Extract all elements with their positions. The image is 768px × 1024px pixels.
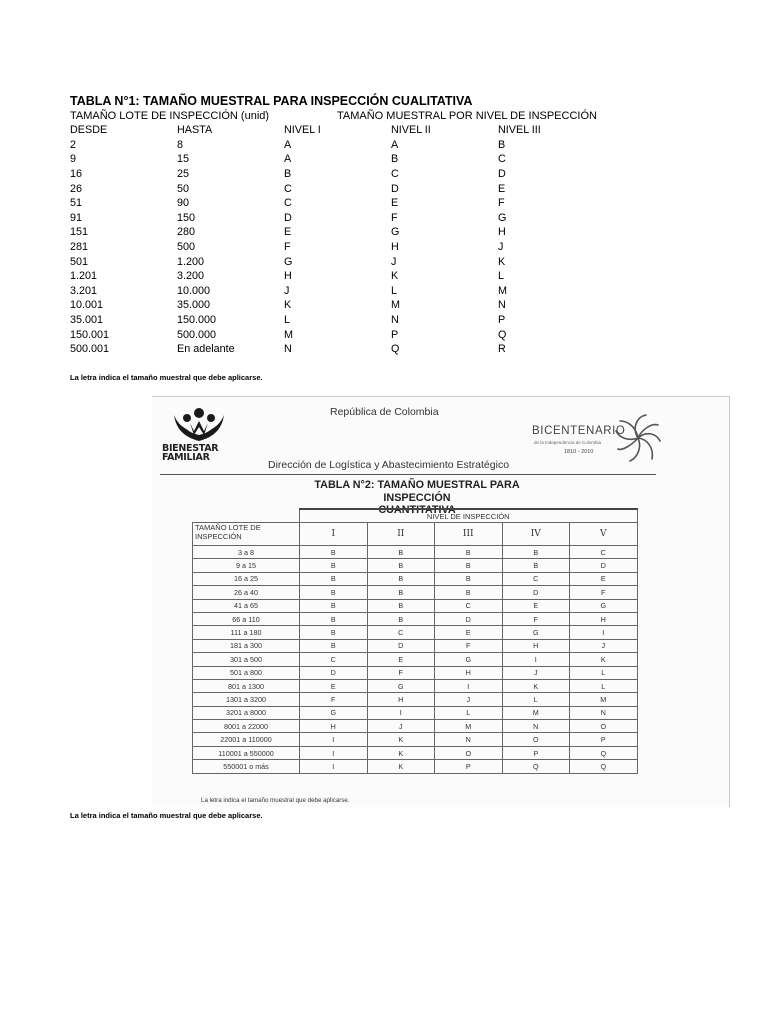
table2-letter-cell: G (570, 599, 638, 612)
table1-note: La letra indica el tamaño muestral que debe aplicarse. (70, 373, 263, 382)
table2-letter-cell: Q (570, 746, 638, 759)
table2-row (193, 599, 638, 612)
table1-cell: 281 (70, 241, 89, 254)
table2-letter-cell: Q (502, 760, 570, 773)
table2-row (193, 653, 638, 666)
table1-row (70, 138, 568, 153)
table2-title-line2: CUANTITATIVA (378, 504, 456, 516)
table1-row (70, 167, 568, 182)
table1-header-nivel-i: NIVEL I (284, 124, 321, 137)
table2-letter-cell: D (570, 559, 638, 572)
table2-letter-cell: O (435, 746, 503, 759)
table2-letter-cell: L (502, 693, 570, 706)
table1-cell: F (391, 211, 398, 224)
table1-cell: 2 (70, 138, 77, 151)
table2-row (193, 559, 638, 572)
table2-letter-cell: M (570, 693, 638, 706)
table2-level-header: II (367, 523, 435, 546)
table2-letter-cell: B (367, 559, 435, 572)
table1-cell: 15 (177, 153, 190, 166)
table1-cell: J (391, 255, 397, 268)
table1-cell: 35.001 (70, 314, 104, 327)
table2-row (193, 693, 638, 706)
table2-letter-cell: G (367, 679, 435, 692)
table2-level-header: V (570, 523, 638, 546)
table2-letter-cell: B (367, 586, 435, 599)
table2-letter-cell: G (435, 653, 503, 666)
table1-cell: 280 (177, 226, 196, 239)
table2-letter-cell: F (502, 612, 570, 625)
table2-letter-cell: L (570, 679, 638, 692)
table1-cell: H (391, 241, 399, 254)
table1-cell: 150 (177, 211, 196, 224)
table2-row (193, 746, 638, 759)
table2-letter-cell: C (502, 572, 570, 585)
table1-cell: K (391, 270, 399, 283)
table1-title: TABLA N°1: TAMAÑO MUESTRAL PARA INSPECCIÓN CUALITATIVA (70, 94, 473, 108)
table1-row (70, 313, 568, 328)
table1-cell: 26 (70, 182, 83, 195)
table2-letter-cell: N (435, 733, 503, 746)
table1-row (70, 327, 568, 342)
table1-cell: B (498, 138, 506, 151)
table2-letter-cell: M (502, 706, 570, 719)
table1-cell: 50 (177, 182, 190, 195)
table1-cell: 500.000 (177, 328, 217, 341)
bicentenario-title: BICENTENARIO (532, 425, 626, 437)
table2-row (193, 612, 638, 625)
table2-letter-cell: I (367, 706, 435, 719)
table2-letter-cell: B (367, 572, 435, 585)
table1-cell: Q (498, 328, 507, 341)
table1-row (70, 225, 568, 240)
table2-letter-cell: F (435, 639, 503, 652)
table1-cell: C (284, 197, 292, 210)
table1-cell: 10.001 (70, 299, 104, 312)
table2-row (193, 720, 638, 733)
table1 (70, 123, 568, 357)
table1-row (70, 181, 568, 196)
table1-cell: En adelante (177, 343, 235, 356)
table1-cell: 16 (70, 168, 83, 181)
table1-cell: M (284, 328, 293, 341)
table1-header-row (70, 123, 568, 138)
table1-row (70, 196, 568, 211)
table1-cell: C (498, 153, 506, 166)
table2-lot-header: TAMAÑO LOTE DE INSPECCIÓN (193, 523, 300, 546)
table1-row (70, 211, 568, 226)
table1-row (70, 152, 568, 167)
table1-cell: N (284, 343, 292, 356)
table2-letter-cell: B (300, 626, 368, 639)
table2-letter-cell: P (502, 746, 570, 759)
table1-cell: K (284, 299, 292, 312)
table1-cell: M (391, 299, 400, 312)
table1-cell: 500.001 (70, 343, 110, 356)
table1-cell: P (498, 314, 506, 327)
table1-cell: 1.201 (70, 270, 98, 283)
table1-cell: 500 (177, 241, 196, 254)
table2-letter-cell: E (367, 653, 435, 666)
table1-cell: N (391, 314, 399, 327)
table2-lot-cell: 110001 a 550000 (193, 746, 300, 759)
table2-letter-cell: I (502, 653, 570, 666)
table2-letter-cell: H (300, 720, 368, 733)
table2-letter-cell: B (435, 586, 503, 599)
table2 (192, 508, 638, 774)
table1-cell: D (498, 168, 506, 181)
table2-letter-cell: N (502, 720, 570, 733)
table1-cell: E (498, 182, 506, 195)
table1-row (70, 254, 568, 269)
table2-letter-cell: G (502, 626, 570, 639)
table2-letter-cell: N (570, 706, 638, 719)
table1-cell: 25 (177, 168, 190, 181)
table2-empty-corner (193, 509, 300, 523)
table2-lot-cell: 16 a 25 (193, 572, 300, 585)
table2-letter-cell: F (300, 693, 368, 706)
table2-lot-cell: 550001 o más (193, 760, 300, 773)
table2-letter-cell: O (570, 720, 638, 733)
table2-letter-cell: E (570, 572, 638, 585)
table1-header-nivel-iii: NIVEL III (498, 124, 541, 137)
table1-cell: 151 (70, 226, 89, 239)
logo-text (162, 444, 218, 462)
table1-cell: A (391, 138, 399, 151)
table1-cell: 90 (177, 197, 190, 210)
table1-cell: 35.000 (177, 299, 211, 312)
table2-nivel-row (193, 509, 638, 523)
table2-lot-cell: 181 a 300 (193, 639, 300, 652)
bicentenario-subtitle: de la Independencia de Colombia (534, 440, 602, 445)
table1-cell: J (498, 241, 504, 254)
table1-cell: 10.000 (177, 284, 211, 297)
table2-row (193, 733, 638, 746)
table1-cell: A (284, 138, 292, 151)
republica-heading: República de Colombia (330, 406, 439, 418)
table1-cell: F (498, 197, 505, 210)
table1-cell: L (284, 314, 291, 327)
table2-letter-cell: K (570, 653, 638, 666)
table2-letter-cell: Q (570, 760, 638, 773)
bicentenario-swirl-icon (612, 409, 664, 467)
table2-lot-cell: 9 a 15 (193, 559, 300, 572)
table2-letter-cell: C (570, 546, 638, 559)
table1-row (70, 284, 568, 299)
table1-cell: H (498, 226, 506, 239)
table2-letter-cell: B (300, 599, 368, 612)
table2-letter-cell: E (435, 626, 503, 639)
table2-letter-cell: L (570, 666, 638, 679)
table2-nivel-header: NIVEL DE INSPECCIÓN (300, 509, 638, 523)
table1-row (70, 342, 568, 357)
table2-note-inside: La letra indica el tamaño muestral que debe aplicarse. (201, 797, 350, 804)
table2-lot-cell: 501 a 800 (193, 666, 300, 679)
table2-lot-cell: 3201 a 8000 (193, 706, 300, 719)
table1-cell: R (498, 343, 506, 356)
direccion-heading: Dirección de Logística y Abastecimiento Estratégico (268, 459, 510, 471)
table1-cell: L (391, 284, 398, 297)
table2-letter-cell: C (435, 599, 503, 612)
table2-lot-cell: 3 a 8 (193, 546, 300, 559)
table1-subtitle-sample: TAMAÑO MUESTRAL POR NIVEL DE INSPECCIÓN (337, 110, 597, 122)
table2-letter-cell: B (300, 639, 368, 652)
table2-letter-cell: B (435, 572, 503, 585)
table2-letter-cell: B (367, 612, 435, 625)
table1-cell: F (284, 241, 291, 254)
table2-lot-cell: 66 a 110 (193, 612, 300, 625)
table2-letter-cell: J (570, 639, 638, 652)
table2-lot-cell: 22001 a 110000 (193, 733, 300, 746)
table2-letter-cell: H (502, 639, 570, 652)
table1-cell: 9 (70, 153, 77, 166)
table1-cell: 150.001 (70, 328, 110, 341)
table1-cell: 501 (70, 255, 89, 268)
table2-letter-cell: P (435, 760, 503, 773)
table2-row (193, 626, 638, 639)
table1-header-desde: DESDE (70, 124, 108, 137)
logo-text-line2: FAMILIAR (162, 452, 210, 463)
table2-lot-cell: 301 a 500 (193, 653, 300, 666)
table1-header-hasta: HASTA (177, 124, 213, 137)
table2-letter-cell: M (435, 720, 503, 733)
table2-level-header: I (300, 523, 368, 546)
table2-letter-cell: D (435, 612, 503, 625)
table2-lot-cell: 111 a 180 (193, 626, 300, 639)
table2-row (193, 666, 638, 679)
table2-letter-cell: H (367, 693, 435, 706)
table2-level-header: IV (502, 523, 570, 546)
table2-row (193, 572, 638, 585)
table2-letter-cell: C (367, 626, 435, 639)
table2-letter-cell: B (367, 546, 435, 559)
table2-letter-cell: G (300, 706, 368, 719)
table1-cell: 3.200 (177, 270, 205, 283)
table2-letter-cell: B (367, 599, 435, 612)
table2-letter-cell: K (502, 679, 570, 692)
table2-lot-cell: 26 a 40 (193, 586, 300, 599)
table2-lot-cell: 41 a 65 (193, 599, 300, 612)
table1-cell: 150.000 (177, 314, 217, 327)
table2-note: La letra indica el tamaño muestral que debe aplicarse. (70, 811, 263, 820)
table1-cell: K (498, 255, 506, 268)
table2-letter-cell: K (367, 760, 435, 773)
table2-letter-cell: J (502, 666, 570, 679)
table1-cell: H (284, 270, 292, 283)
table2-letter-cell: K (367, 746, 435, 759)
table1-row (70, 240, 568, 255)
table1-cell: A (284, 153, 292, 166)
table1-cell: L (498, 270, 505, 283)
table2-letter-cell: B (300, 612, 368, 625)
table2-letter-cell: P (570, 733, 638, 746)
table1-cell: D (284, 211, 292, 224)
table2-letter-cell: I (300, 733, 368, 746)
table2-letter-cell: E (502, 599, 570, 612)
logo-text-line1: BIENESTAR (162, 443, 219, 454)
table1-cell: 3.201 (70, 284, 98, 297)
table2-row (193, 706, 638, 719)
scanned-document-image (152, 396, 730, 807)
table2-row (193, 760, 638, 773)
table2-letter-cell: I (300, 746, 368, 759)
table1-cell: B (284, 168, 292, 181)
table2-letter-cell: F (367, 666, 435, 679)
table2-letter-cell: D (502, 586, 570, 599)
table2-letter-cell: I (435, 679, 503, 692)
table2-letter-cell: B (300, 559, 368, 572)
table2-row (193, 679, 638, 692)
table1-cell: 51 (70, 197, 83, 210)
table2-row (193, 546, 638, 559)
table2-letter-cell: B (435, 546, 503, 559)
table1-row (70, 269, 568, 284)
table2-letter-cell: J (435, 693, 503, 706)
table2-letter-cell: I (570, 626, 638, 639)
table2-letter-cell: K (367, 733, 435, 746)
table1-cell: N (498, 299, 506, 312)
table2-letter-cell: J (367, 720, 435, 733)
table2-letter-cell: H (435, 666, 503, 679)
table2-letter-cell: C (300, 653, 368, 666)
table2-lot-cell: 8001 a 22000 (193, 720, 300, 733)
table2-letter-cell: O (502, 733, 570, 746)
table2-letter-cell: B (300, 572, 368, 585)
table2-letter-cell: B (300, 546, 368, 559)
table2-lot-cell: 1301 a 3200 (193, 693, 300, 706)
table1-cell: J (284, 284, 290, 297)
table1-cell: G (498, 211, 507, 224)
table2-letter-cell: B (435, 559, 503, 572)
table1-cell: C (284, 182, 292, 195)
table2-letter-cell: D (300, 666, 368, 679)
table1-cell: C (391, 168, 399, 181)
table2-level-header: III (435, 523, 503, 546)
table1-cell: 1.200 (177, 255, 205, 268)
table2-letter-cell: D (367, 639, 435, 652)
table2-letter-cell: F (570, 586, 638, 599)
table2-header-row (193, 523, 638, 546)
bicentenario-years: 1810 - 2010 (564, 449, 594, 455)
table1-cell: M (498, 284, 507, 297)
table1-cell: Q (391, 343, 400, 356)
table1-cell: E (284, 226, 292, 239)
table1-header-nivel-ii: NIVEL II (391, 124, 431, 137)
table1-cell: B (391, 153, 399, 166)
table1-row (70, 298, 568, 313)
table1-cell: P (391, 328, 399, 341)
table2-letter-cell: B (502, 546, 570, 559)
table2-letter-cell: B (300, 586, 368, 599)
table1-cell: G (391, 226, 400, 239)
table2-row (193, 639, 638, 652)
table2-row (193, 586, 638, 599)
header-divider (160, 474, 656, 475)
table2-letter-cell: I (300, 760, 368, 773)
table2-title-line1: TABLA N°2: TAMAÑO MUESTRAL PARA INSPECCIÓN (314, 479, 520, 504)
table1-cell: E (391, 197, 399, 210)
table1-cell: 8 (177, 138, 184, 151)
table2-letter-cell: B (502, 559, 570, 572)
table2-lot-cell: 801 a 1300 (193, 679, 300, 692)
table2-letter-cell: H (570, 612, 638, 625)
table2-letter-cell: E (300, 679, 368, 692)
table1-subtitle-lot: TAMAÑO LOTE DE INSPECCIÓN (unid) (70, 110, 270, 122)
table2-letter-cell: L (435, 706, 503, 719)
table1-cell: D (391, 182, 399, 195)
table1-cell: G (284, 255, 293, 268)
table1-cell: 91 (70, 211, 83, 224)
